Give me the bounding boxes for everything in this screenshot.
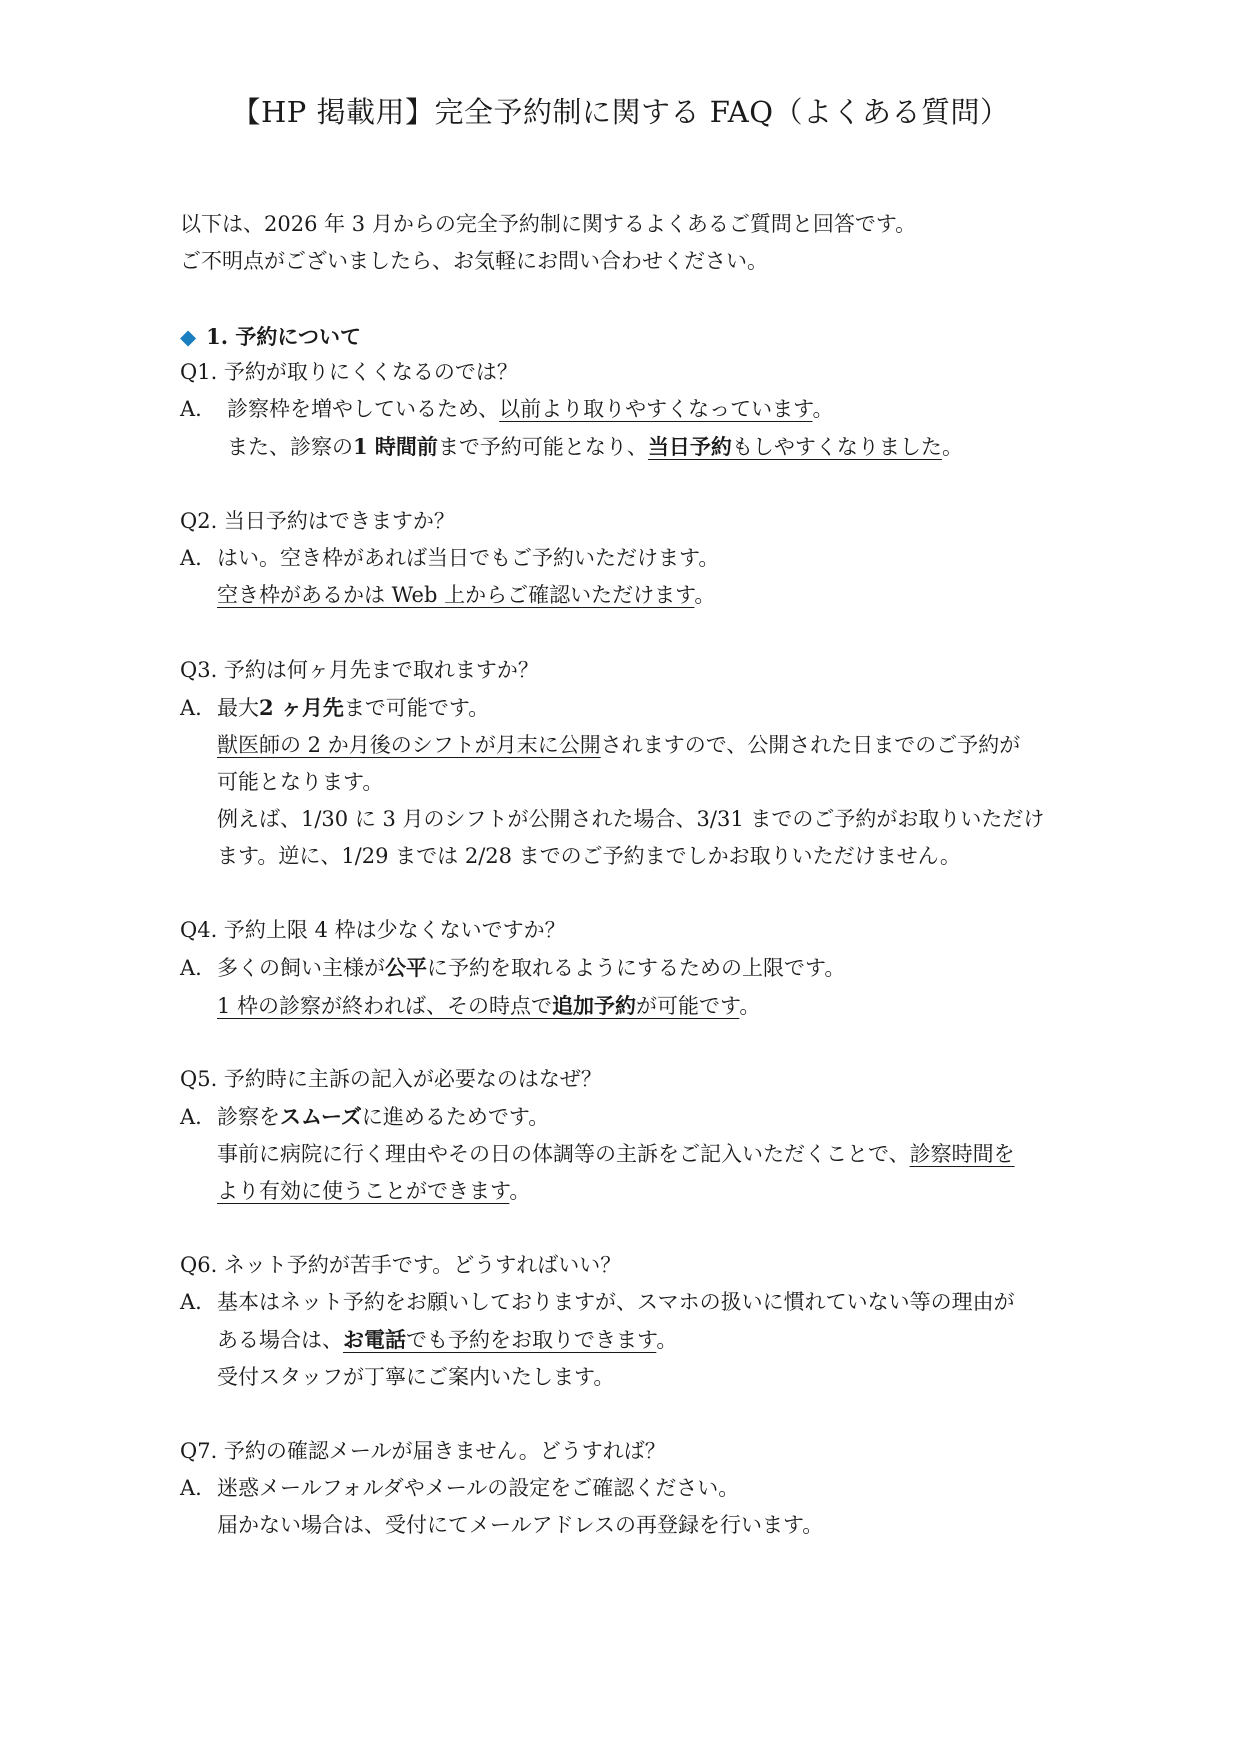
answer-highlight: 空き枠があるかは Web 上からご確認いただけます: [217, 583, 695, 607]
answer-text: 診察枠を増やしているため、: [227, 397, 500, 421]
answer-label: A.: [180, 1290, 202, 1314]
question-7: Q7. 予約の確認メールが届きません。どうすれば？: [180, 1439, 666, 1463]
answer-text: 多くの飼い主様が: [217, 956, 385, 980]
answer-highlight: 以前より取りやすくなっています: [499, 397, 813, 421]
answer-text: 。: [941, 435, 963, 459]
answer-label: A.: [180, 397, 202, 421]
answer-text: 。: [509, 1179, 531, 1203]
question-3: Q3. 予約は何ヶ月先まで取れますか？: [180, 658, 539, 682]
answer-text: 。: [739, 994, 761, 1018]
answer-highlight: 診察時間を: [909, 1142, 1015, 1166]
answer-4: [180, 949, 845, 1025]
answer-3: [180, 689, 1044, 875]
answer-highlight: より有効に使うことができます: [217, 1179, 510, 1203]
answer-text: に予約を取れるようにするための上限です。: [427, 956, 846, 980]
answer-label: A.: [180, 696, 202, 720]
answer-text: ます。逆に、1/29 までは 2/28 までのご予約までしかお取りいただけません。: [217, 844, 961, 868]
answer-emphasis: 2 ヶ月先: [259, 695, 344, 720]
answer-text: 。: [812, 397, 834, 421]
question-2: Q2. 当日予約はできますか？: [180, 509, 455, 533]
answer-1: [180, 391, 963, 466]
answer-2: [180, 540, 719, 614]
answer-highlight: でも予約をお取りできます: [406, 1328, 657, 1352]
answer-emphasis: スムーズ: [280, 1104, 362, 1129]
answer-highlight: 獣医師の 2 か月後のシフトが月末に公開: [217, 733, 601, 757]
answer-text: また、診察の: [227, 435, 353, 459]
question-6: Q6. ネット予約が苦手です。どうすればいい？: [180, 1253, 622, 1277]
answer-text: ある場合は、: [217, 1328, 343, 1352]
answer-text: されますので、公開された日までのご予約が: [600, 733, 1021, 757]
answer-5: [180, 1098, 1015, 1210]
section-heading-text: 1. 予約について: [206, 324, 361, 349]
answer-label: A.: [180, 1476, 202, 1500]
answer-emphasis: 追加予約: [552, 993, 637, 1018]
answer-text: 。: [694, 583, 716, 607]
answer-text: はい。空き枠があれば当日でもご予約いただけます。: [217, 546, 720, 570]
answer-text: 迷惑メールフォルダやメールの設定をご確認ください。: [217, 1476, 740, 1500]
answer-text: 事前に病院に行く理由やその日の体調等の主訴をご記入いただくことで、: [217, 1142, 910, 1166]
answer-text: 受付スタッフが丁寧にご案内いたします。: [217, 1365, 615, 1389]
answer-highlight: もしやすくなりました: [731, 435, 942, 459]
answer-label: A.: [180, 546, 202, 570]
answer-label: A.: [180, 956, 202, 980]
document-title: 【HP 掲載用】完全予約制に関する FAQ（よくある質問）: [231, 95, 1010, 129]
question-4: Q4. 予約上限 4 枠は少なくないですか？: [180, 918, 566, 942]
answer-7: [180, 1470, 823, 1544]
intro-paragraph: [180, 206, 916, 280]
answer-text: まで予約可能となり、: [437, 435, 648, 459]
answer-6: [180, 1284, 1015, 1396]
answer-text: 届かない場合は、受付にてメールアドレスの再登録を行います。: [217, 1513, 824, 1537]
answer-text: 可能となります。: [217, 770, 384, 794]
intro-line-1: 以下は、2026 年 3 月からの完全予約制に関するよくあるご質問と回答です。: [180, 212, 917, 236]
answer-label: A.: [180, 1105, 202, 1129]
answer-text: 診察を: [217, 1105, 280, 1129]
answer-text: 例えば、1/30 に 3 月のシフトが公開された場合、3/31 までのご予約がお取りいただけ: [217, 807, 1045, 831]
answer-emphasis: 当日予約: [647, 434, 732, 459]
answer-text: 。: [656, 1328, 678, 1352]
question-1: Q1. 予約が取りにくくなるのでは？: [180, 360, 518, 384]
answer-highlight: 1 枠の診察が終われば、その時点で: [217, 994, 553, 1018]
answer-text: 基本はネット予約をお願いしておりますが、スマホの扱いに慣れていない等の理由が: [217, 1290, 1015, 1314]
answer-text: 最大: [217, 696, 259, 720]
answer-emphasis: 1 時間前: [353, 434, 438, 459]
intro-line-2: ご不明点がございましたら、お気軽にお問い合わせください。: [180, 249, 768, 273]
answer-emphasis: 公平: [385, 955, 427, 980]
answer-text: に進めるためです。: [361, 1105, 550, 1129]
question-5: Q5. 予約時に主訴の記入が必要なのはなぜ？: [180, 1067, 602, 1091]
answer-highlight: が可能です: [636, 994, 740, 1018]
answer-text: まで可能です。: [343, 696, 490, 720]
answer-emphasis: お電話: [343, 1327, 406, 1352]
section-heading: [180, 318, 361, 356]
diamond-bullet-icon: ◆: [180, 325, 197, 349]
